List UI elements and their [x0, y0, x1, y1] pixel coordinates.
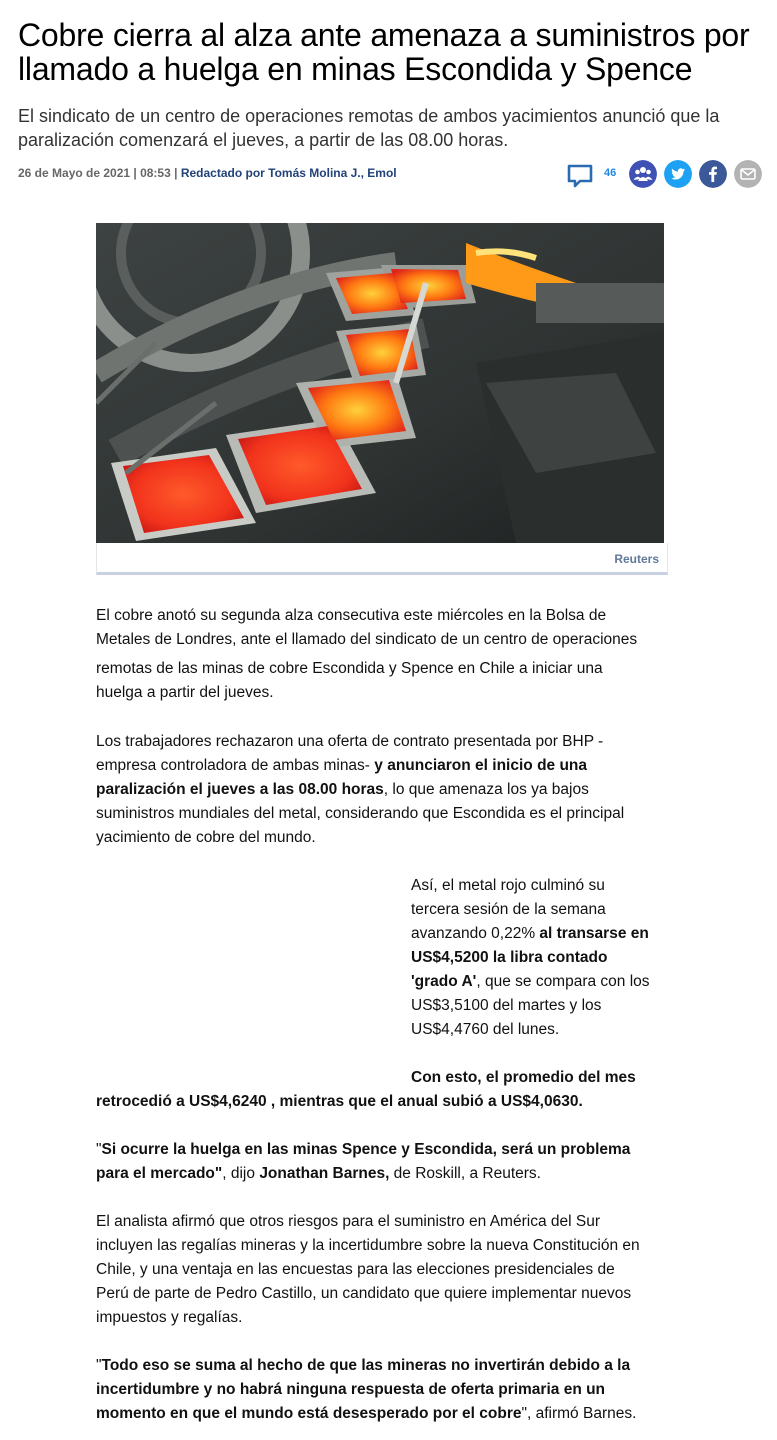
article-headline: Cobre cierra al alza ante amenaza a suministros por llamado a huelga en minas Escondida y Spence — [18, 17, 750, 87]
paragraph-line: "Todo eso se suma al hecho de que las mineras no invertirán debido a la — [96, 1357, 631, 1374]
paragraph-line: US$3,5100 del martes y los — [411, 997, 602, 1014]
paragraph-line: momento en que el mundo está desesperado por el cobre", afirmó Barnes. — [96, 1405, 637, 1422]
paragraph-line: Metales de Londres, ante el llamado del sindicato de un centro de operaciones — [96, 631, 638, 648]
paragraph-line: paralización el jueves a las 08.00 horas, lo que amenaza los ya bajos — [96, 781, 589, 798]
image-caption-bar — [96, 543, 668, 575]
paragraph-line: Los trabajadores rechazaron una oferta de contrato presentada por BHP - — [96, 733, 604, 750]
paragraph-line: El analista afirmó que otros riesgos para el suministro en América del Sur — [96, 1213, 600, 1230]
paragraph-line: empresa controladora de ambas minas- y anunciaron el inicio de una — [96, 757, 588, 774]
paragraph-line: Así, el metal rojo culminó su — [411, 877, 605, 894]
copper-smelter-photo — [96, 223, 664, 543]
email-icon[interactable] — [734, 160, 762, 188]
paragraph-line: huelga a partir del jueves. — [96, 684, 274, 701]
paragraph-line: Con esto, el promedio del mes — [411, 1069, 636, 1086]
twitter-icon[interactable] — [664, 160, 692, 188]
paragraph-line: 'grado A', que se compara con los — [411, 973, 650, 990]
article-dek: El sindicato de un centro de operaciones remotas de ambos yacimientos anunció que la paralización comenzará el jueves, a partir de las 08.00 horas. — [18, 106, 720, 150]
comment-count[interactable]: 46 — [604, 167, 617, 179]
paragraph-line: yacimiento de cobre del mundo. — [96, 829, 316, 846]
publish-date: 26 de Mayo de 2021 | 08:53 | — [18, 166, 178, 180]
paragraph-line: Perú de parte de Pedro Castillo, un candidato que quiere implementar nuevos — [96, 1285, 632, 1302]
paragraph-line: incluyen las regalías mineras y la incertidumbre sobre la nueva Constitución en — [96, 1237, 640, 1254]
paragraph-line: US$4,5200 la libra contado — [411, 949, 608, 966]
paragraph-line: "Si ocurre la huelga en las minas Spence y Escondida, será un problema — [96, 1141, 631, 1158]
paragraph-line: suministros mundiales del metal, considerando que Escondida es el principal — [96, 805, 625, 822]
paragraph-line: remotas de las minas de cobre Escondida y Spence en Chile a iniciar una — [96, 660, 603, 677]
facebook-icon[interactable] — [699, 160, 727, 188]
community-icon[interactable] — [629, 160, 657, 188]
paragraph-line: retrocedió a US$4,6240 , mientras que el anual subió a US$4,0630. — [96, 1093, 583, 1110]
paragraph-line: tercera sesión de la semana — [411, 901, 606, 918]
paragraph-line: Chile, y una ventaja en las encuestas para las elecciones presidenciales de — [96, 1261, 615, 1278]
paragraph-line: para el mercado", dijo Jonathan Barnes, de Roskill, a Reuters. — [96, 1165, 541, 1182]
comments-icon[interactable] — [566, 162, 594, 190]
share-bar — [566, 158, 766, 190]
paragraph-line: impuestos y regalías. — [96, 1309, 243, 1326]
paragraph-line: avanzando 0,22% al transarse en — [411, 925, 649, 942]
paragraph-line: El cobre anotó su segunda alza consecutiva este miércoles en la Bolsa de — [96, 607, 607, 624]
paragraph-line: US$4,4760 del lunes. — [411, 1021, 560, 1038]
paragraph-line: incertidumbre y no habrá ninguna respuesta de oferta primaria en un — [96, 1381, 606, 1398]
author-link[interactable]: Redactado por Tomás Molina J., Emol — [180, 166, 397, 180]
byline — [18, 166, 397, 180]
photo-credit: Reuters — [614, 552, 659, 566]
